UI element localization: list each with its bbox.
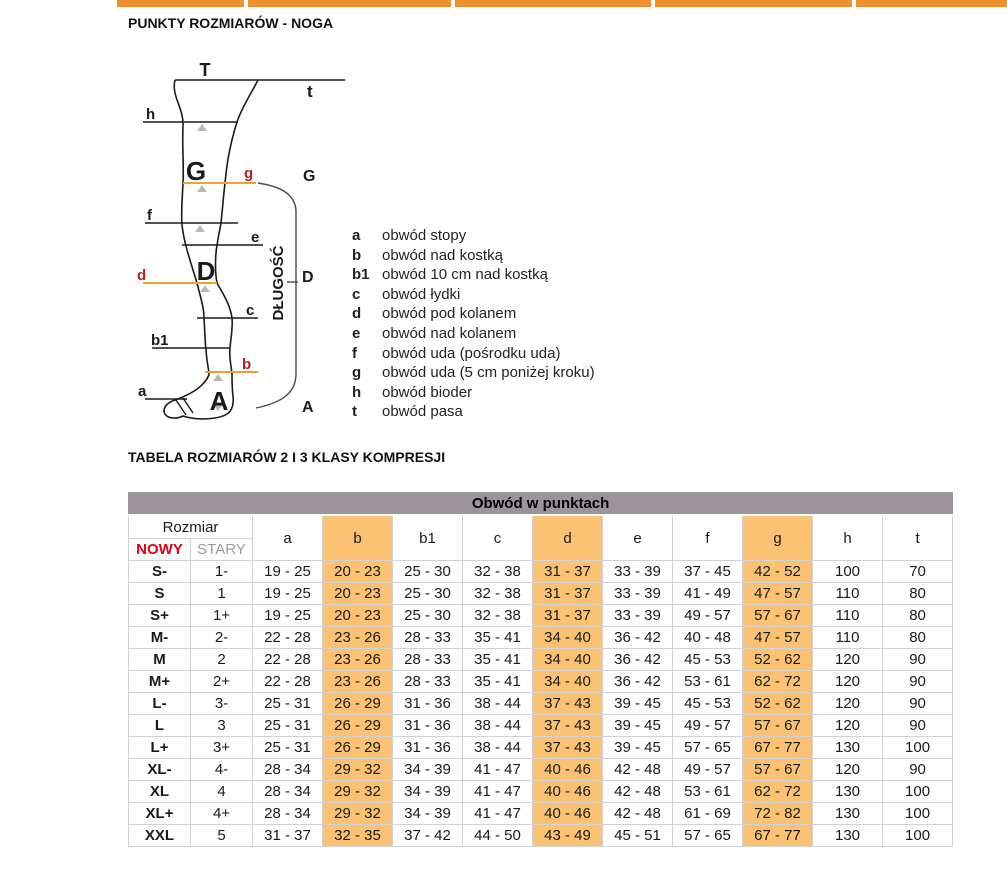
table-row [129,627,953,649]
value-b1: 34 - 39 [393,781,463,803]
value-c: 38 - 44 [463,737,533,759]
toe-cap-line [176,398,193,415]
legend-key: t [352,403,357,421]
legend-item [352,304,595,324]
value-b: 20 - 23 [323,605,393,627]
legend-text: obwód uda (pośrodku uda) [382,344,561,362]
value-c: 38 - 44 [463,715,533,737]
value-f: 49 - 57 [673,715,743,737]
value-t: 90 [883,715,953,737]
value-g: 47 - 57 [743,627,813,649]
legend-item [352,265,595,285]
value-f: 61 - 69 [673,803,743,825]
big-label-D: D [196,256,216,286]
table-row [129,583,953,605]
value-g: 52 - 62 [743,693,813,715]
col-header-b: b [323,515,393,561]
value-f: 57 - 65 [673,737,743,759]
value-a: 19 - 25 [253,583,323,605]
size-new: L- [129,693,191,715]
value-a: 22 - 28 [253,627,323,649]
size-new: XL- [129,759,191,781]
legend-item [352,383,595,403]
value-h: 120 [813,693,883,715]
value-b: 23 - 26 [323,627,393,649]
table-row [129,825,953,847]
size-old: 2+ [191,671,253,693]
value-g: 72 - 82 [743,803,813,825]
legend-text: obwód nad kolanem [382,324,517,342]
value-a: 25 - 31 [253,715,323,737]
table-row [129,605,953,627]
value-d: 43 - 49 [533,825,603,847]
size-old: 4 [191,781,253,803]
tab-underline-5[interactable] [856,0,1007,7]
diagram-label-b1: b1 [151,332,169,349]
tab-underline-1[interactable] [117,0,244,7]
value-e: 42 - 48 [603,759,673,781]
table-group-header: Obwód w punktach [129,493,953,516]
value-d: 40 - 46 [533,781,603,803]
legend-key: h [352,383,362,401]
value-t: 70 [883,561,953,583]
value-b1: 34 - 39 [393,803,463,825]
value-t: 80 [883,583,953,605]
value-b1: 25 - 30 [393,583,463,605]
value-b1: 31 - 36 [393,715,463,737]
legend-text: obwód 10 cm nad kostką [382,266,548,284]
value-g: 67 - 77 [743,825,813,847]
value-e: 33 - 39 [603,561,673,583]
value-d: 31 - 37 [533,583,603,605]
value-f: 53 - 61 [673,781,743,803]
value-f: 49 - 57 [673,759,743,781]
size-new: M+ [129,671,191,693]
big-label-A: A [209,386,229,416]
section-title-points: PUNKTY ROZMIARÓW - NOGA [128,15,334,31]
measurement-legend [352,226,595,422]
col-header-f: f [673,515,743,561]
value-h: 120 [813,649,883,671]
legend-key: c [352,285,361,303]
value-h: 130 [813,781,883,803]
diagram-label-f: f [147,207,152,224]
value-g: 57 - 67 [743,605,813,627]
col-header-t: t [883,515,953,561]
value-b: 29 - 32 [323,803,393,825]
value-a: 22 - 28 [253,649,323,671]
value-b1: 25 - 30 [393,561,463,583]
value-e: 36 - 42 [603,627,673,649]
value-c: 32 - 38 [463,583,533,605]
value-g: 57 - 67 [743,759,813,781]
value-c: 44 - 50 [463,825,533,847]
value-d: 37 - 43 [533,693,603,715]
value-g: 47 - 57 [743,583,813,605]
value-b: 20 - 23 [323,583,393,605]
size-new: M- [129,627,191,649]
legend-text: obwód łydki [382,285,461,303]
value-d: 40 - 46 [533,803,603,825]
value-d: 31 - 37 [533,561,603,583]
legend-key: g [352,364,362,382]
value-g: 42 - 52 [743,561,813,583]
value-f: 45 - 53 [673,693,743,715]
value-d: 40 - 46 [533,759,603,781]
value-t: 100 [883,825,953,847]
value-b1: 25 - 30 [393,605,463,627]
value-b: 29 - 32 [323,781,393,803]
value-b1: 31 - 36 [393,737,463,759]
value-d: 31 - 37 [533,605,603,627]
legend-text: obwód pasa [382,403,463,421]
diagram-label-t: t [307,82,313,101]
legend-text: obwód pod kolanem [382,305,517,323]
diagram-label-h: h [146,106,156,123]
value-b: 26 - 29 [323,693,393,715]
col-header-d: d [533,515,603,561]
table-row [129,781,953,803]
legend-item [352,363,595,383]
value-e: 42 - 48 [603,781,673,803]
col-header-stary: STARY [191,539,253,561]
value-t: 90 [883,759,953,781]
value-a: 25 - 31 [253,737,323,759]
value-c: 41 - 47 [463,759,533,781]
value-t: 100 [883,781,953,803]
value-e: 36 - 42 [603,671,673,693]
value-g: 67 - 77 [743,737,813,759]
col-header-g: g [743,515,813,561]
col-header-nowy: NOWY [129,539,191,561]
value-g: 52 - 62 [743,649,813,671]
legend-key: f [352,344,357,362]
diagram-label-a: a [138,383,147,400]
value-c: 32 - 38 [463,561,533,583]
size-old: 3+ [191,737,253,759]
value-d: 34 - 40 [533,671,603,693]
size-old: 3- [191,693,253,715]
col-header-a: a [253,515,323,561]
value-h: 120 [813,759,883,781]
value-b: 26 - 29 [323,715,393,737]
value-c: 32 - 38 [463,605,533,627]
size-old: 1 [191,583,253,605]
legend-item [352,324,595,344]
table-row [129,693,953,715]
value-f: 41 - 49 [673,583,743,605]
diagram-label-c: c [246,302,255,319]
legend-item [352,226,595,246]
value-e: 39 - 45 [603,693,673,715]
table-row [129,715,953,737]
big-label-G: G [185,156,207,186]
size-old: 3 [191,715,253,737]
value-b1: 28 - 33 [393,671,463,693]
legend-text: obwód uda (5 cm poniżej kroku) [382,364,595,382]
value-h: 100 [813,561,883,583]
bracket-label-A: A [302,399,314,416]
value-f: 57 - 65 [673,825,743,847]
value-b: 20 - 23 [323,561,393,583]
table-row [129,671,953,693]
legend-text: obwód stopy [382,227,467,244]
value-c: 38 - 44 [463,693,533,715]
value-h: 130 [813,825,883,847]
length-label: DŁUGOŚĆ [270,245,287,321]
value-b1: 28 - 33 [393,627,463,649]
table-row [129,803,953,825]
marker-triangle-h [197,124,207,131]
table-row [129,759,953,781]
value-c: 35 - 41 [463,627,533,649]
value-b: 23 - 26 [323,671,393,693]
size-table [128,492,953,847]
legend-key: b [352,246,362,264]
value-d: 37 - 43 [533,715,603,737]
size-old: 2 [191,649,253,671]
value-g: 62 - 72 [743,781,813,803]
value-t: 100 [883,803,953,825]
table-row [129,649,953,671]
tab-underline-3[interactable] [455,0,651,7]
legend-item [352,246,595,266]
value-a: 31 - 37 [253,825,323,847]
value-t: 80 [883,605,953,627]
marker-triangle-d [200,285,210,292]
value-c: 35 - 41 [463,649,533,671]
diagram-label-e: e [251,229,260,246]
value-h: 110 [813,605,883,627]
value-e: 42 - 48 [603,803,673,825]
legend-text: obwód nad kostką [382,246,503,264]
size-old: 2- [191,627,253,649]
value-e: 39 - 45 [603,737,673,759]
tab-underline-2[interactable] [248,0,451,7]
marker-triangle-f [195,225,205,232]
size-old: 5 [191,825,253,847]
value-h: 110 [813,583,883,605]
value-h: 110 [813,627,883,649]
value-b: 23 - 26 [323,649,393,671]
value-e: 39 - 45 [603,715,673,737]
value-f: 45 - 53 [673,649,743,671]
marker-triangle-g [197,185,207,192]
big-label-T: T [199,60,211,80]
legend-key: b1 [352,266,370,284]
size-new: L [129,715,191,737]
value-f: 49 - 57 [673,605,743,627]
diagram-label-b: b [242,356,252,373]
value-g: 57 - 67 [743,715,813,737]
value-g: 62 - 72 [743,671,813,693]
col-header-b1: b1 [393,515,463,561]
value-t: 80 [883,627,953,649]
bracket-label-D: D [302,269,314,286]
table-row [129,737,953,759]
value-t: 100 [883,737,953,759]
legend-item [352,285,595,305]
size-new: L+ [129,737,191,759]
value-t: 90 [883,649,953,671]
value-d: 34 - 40 [533,649,603,671]
value-f: 37 - 45 [673,561,743,583]
size-new: M [129,649,191,671]
marker-triangle-b [213,374,223,381]
value-a: 28 - 34 [253,759,323,781]
value-c: 41 - 47 [463,803,533,825]
diagram-label-g: g [244,165,254,182]
value-e: 33 - 39 [603,605,673,627]
size-old: 4+ [191,803,253,825]
table-row [129,561,953,583]
size-new: XL+ [129,803,191,825]
size-old: 4- [191,759,253,781]
value-t: 90 [883,671,953,693]
value-e: 36 - 42 [603,649,673,671]
col-header-e: e [603,515,673,561]
value-a: 19 - 25 [253,561,323,583]
section-title-table: TABELA ROZMIARÓW 2 I 3 KLASY KOMPRESJI [128,449,446,465]
size-new: S+ [129,605,191,627]
tab-underline-4[interactable] [655,0,852,7]
value-e: 33 - 39 [603,583,673,605]
value-b1: 37 - 42 [393,825,463,847]
value-t: 90 [883,693,953,715]
size-new: XXL [129,825,191,847]
value-d: 34 - 40 [533,627,603,649]
size-old: 1+ [191,605,253,627]
value-b1: 28 - 33 [393,649,463,671]
size-header: Rozmiar [129,515,253,539]
value-a: 22 - 28 [253,671,323,693]
value-e: 45 - 51 [603,825,673,847]
value-a: 19 - 25 [253,605,323,627]
legend-text: obwód bioder [382,383,473,401]
legend-item [352,344,595,364]
value-h: 120 [813,715,883,737]
size-new: S [129,583,191,605]
value-b: 29 - 32 [323,759,393,781]
value-h: 130 [813,803,883,825]
value-b: 32 - 35 [323,825,393,847]
value-d: 37 - 43 [533,737,603,759]
legend-item [352,402,595,422]
value-f: 40 - 48 [673,627,743,649]
value-f: 53 - 61 [673,671,743,693]
col-header-h: h [813,515,883,561]
size-new: XL [129,781,191,803]
value-c: 41 - 47 [463,781,533,803]
size-old: 1- [191,561,253,583]
value-b: 26 - 29 [323,737,393,759]
size-new: S- [129,561,191,583]
bracket-label-G: G [303,168,316,185]
legend-key: d [352,305,362,323]
legend-key: e [352,324,361,342]
value-a: 28 - 34 [253,781,323,803]
diagram-label-d: d [137,267,147,284]
value-a: 28 - 34 [253,803,323,825]
value-c: 35 - 41 [463,671,533,693]
col-header-c: c [463,515,533,561]
value-b1: 34 - 39 [393,759,463,781]
leg-measurement-diagram [120,52,350,434]
value-a: 25 - 31 [253,693,323,715]
value-b1: 31 - 36 [393,693,463,715]
value-h: 130 [813,737,883,759]
legend-key: a [352,227,361,244]
value-h: 120 [813,671,883,693]
